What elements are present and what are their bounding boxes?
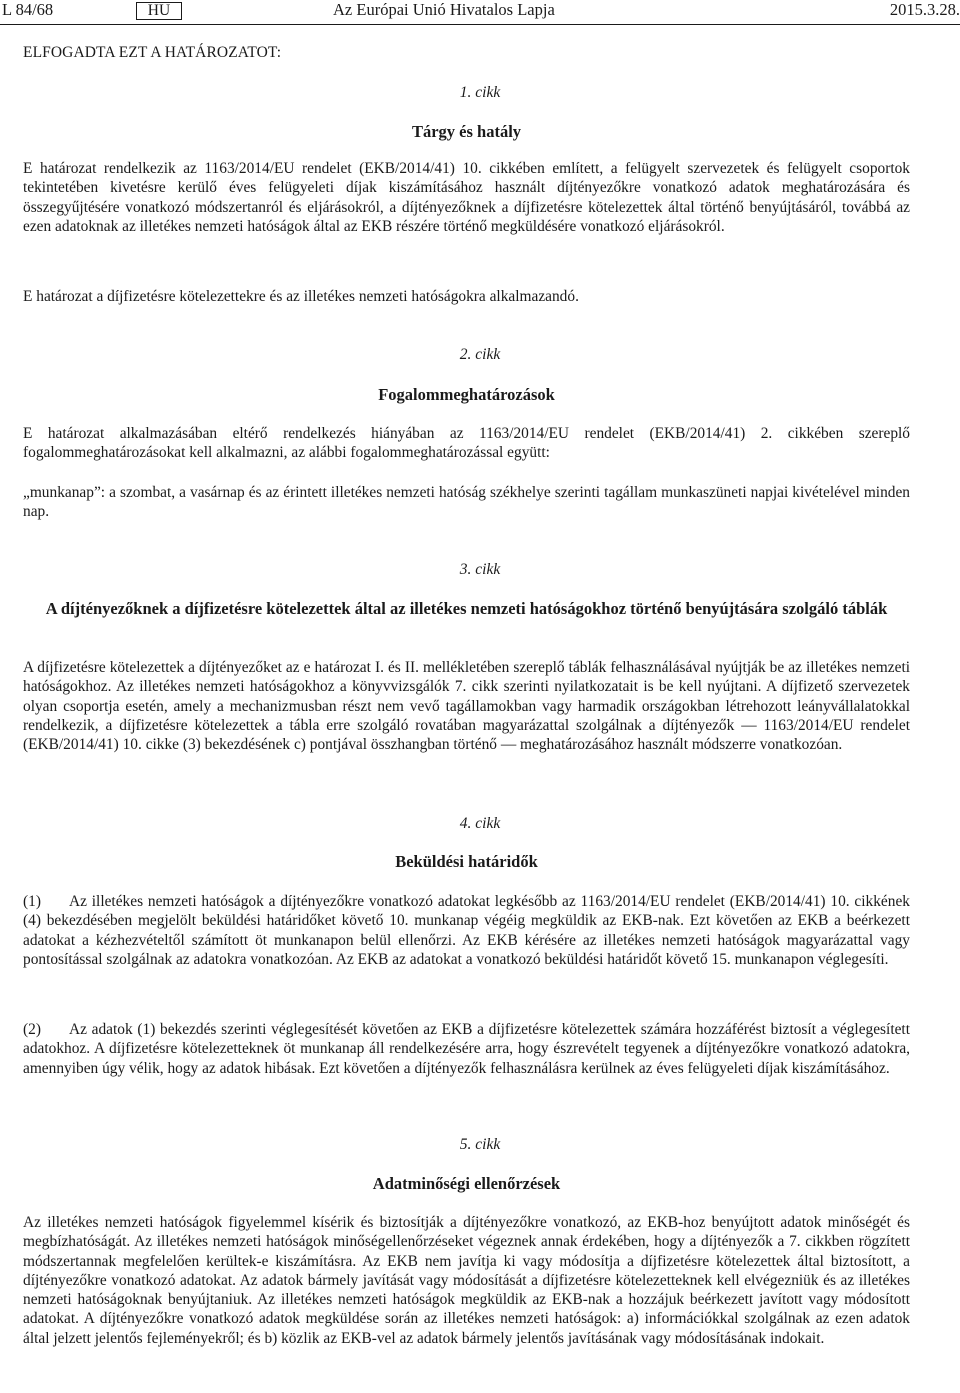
article-2-title: Fogalommeghatározások (378, 385, 555, 404)
article-1-paragraph-1: E határozat rendelkezik az 1163/2014/EU rendelet (EKB/2014/41) 10. cikkében említett, a felügyelt szervezetek és felügyelt csoportok tekintetében kivetésre kerülő éves felügyeleti díjak kiszámításához használt díjtényezőkre vonatkozó adatok meghatározására és összegyűjtésére vonatkozó módszertanról és eljárásokról, a díjtényezőknek a díjfizetésre kötelezettek által történő benyújtásáról, továbbá az ezen adatoknak az illetékes nemzeti hatóságok által az EKB részére történő megküldésére vonatkozó eljárásokról. (23, 160, 910, 235)
article-2-number: 2. cikk (459, 346, 501, 363)
article-1-paragraph-2: E határozat a díjfizetésre kötelezettekre és az illetékes nemzeti hatóságokra alkalmazandó. (23, 288, 579, 305)
paragraph-number: (1) (23, 893, 41, 910)
language-code-box: HU (136, 2, 182, 20)
paragraph-number: (2) (23, 1021, 41, 1038)
article-2-paragraph-1: E határozat alkalmazásában eltérő rendelkezés hiányában az 1163/2014/EU rendelet (EKB/2014/41) 2. cikkében szereplő fogalommeghatározásokat kell alkalmazni, az alábbi fogalommeghatározással együtt: (23, 425, 910, 462)
page-number: L 84/68 (2, 0, 54, 19)
paragraph-text: Az illetékes nemzeti hatóságok a díjtényezőkre vonatkozó adatokat legkésőbb az 1163/2014/EU rendelet (EKB/2014/41) 10. cikkének (4) bekezdésében megjelölt beküldési határidőket követő 10. munkanap végéig megküldik az EKB-nak. Ezt követően az EKB a beérkezett adatokat a kézhezvételtől számított öt munkanapon belül ellenőrzi. Az EKB kérésére az illetékes nemzeti hatóságok magyarázattal vagy pontosítással szolgálnak az adatokra vonatkozóan. Az EKB az adatokat a vonatkozó beküldési határidőt követő 15. munkanapon véglegesíti. (23, 893, 910, 968)
journal-title: Az Európai Unió Hivatalos Lapja (333, 0, 555, 19)
article-2-definition: „munkanap”: a szombat, a vasárnap és az érintett illetékes nemzeti hatóság székhelye szerinti tagállam munkaszüneti napjai kivételével minden nap. (23, 484, 910, 521)
article-4-title: Beküldési határidők (395, 852, 538, 871)
article-1-title: Tárgy és hatály (411, 122, 522, 141)
article-3-title: A díjtényezőknek a díjfizetésre kötelezettek által az illetékes nemzeti hatóságokhoz történő benyújtására szolgáló táblák (45, 599, 888, 618)
adoption-statement: ELFOGADTA EZT A HATÁROZATOT: (23, 44, 282, 61)
article-1-number: 1. cikk (459, 84, 501, 101)
article-4-paragraph-1 (23, 892, 910, 969)
publication-date: 2015.3.28. (889, 0, 960, 19)
article-3-paragraph-1: A díjfizetésre kötelezettek a díjtényezőket az e határozat I. és II. mellékletében szereplő táblák felhasználásával nyújtják be az illetékes nemzeti hatóságokhoz. Az illetékes nemzeti hatóságokhoz a könyvvizsgálók 7. cikk szerinti nyilatkozatait is be kell nyújtani. A díjfizető szervezetek olyan csoportja esetén, amely a mechanizmusban részt nem vevő tagállamokban vagy harmadik országokban létrehozott leányvállalatokkal rendelkezik, a díjfizetésre kötelezettek a tábla erre szolgáló rovatában magyarázattal szolgálnak a díjtényezők — 1163/2014/EU rendelet (EKB/2014/41) 10. cikke (3) bekezdésének c) pontjával összhangban történő — meghatározásához használt módszerre vonatkozóan. (23, 659, 910, 754)
article-3-number: 3. cikk (459, 561, 501, 578)
article-5-paragraph-1: Az illetékes nemzeti hatóságok figyelemmel kísérik és biztosítják a díjtényezőkre vonatkozó, az EKB-hoz benyújtott adatok minőségét és megbízhatóságát. Az illetékes nemzeti hatóságok minőségellenőrzéseket végeznek annak érdekében, hogy a díjtényezők a 7. cikkben rögzített módszertannak megfelelően kerültek-e kiszámításra. Az EKB nem javítja ki vagy módosítja a díjfizetésre kötelezettek által biztosított, a díjtényezőkre vonatkozó adatokat. Az adatok bármely javítását vagy módosítását a díjfizetésre kötelezetteknek kell elvégezniük és az illetékes nemzeti hatóságoknak benyújtaniuk. Az illetékes nemzeti hatóságok megküldik az EKB-nak a hozzájuk beérkezett javított vagy módosított adatokat. A díjtényezőkre vonatkozó adatok megküldése során az illetékes nemzeti hatóságok: a) információkkal szolgálnak az ezen adatok által jelzett jelentős fejleményekről; és b) közlik az EKB-vel az adatok bármely jelentős javításának vagy módosításának indokait. (23, 1214, 910, 1347)
article-5-number: 5. cikk (459, 1136, 501, 1153)
article-4-number: 4. cikk (459, 815, 501, 832)
paragraph-text: Az adatok (1) bekezdés szerinti véglegesítését követően az EKB a díjfizetésre kötelezettek számára hozzáférést biztosít a véglegesített adatokhoz. A díjfizetésre kötelezetteknek öt munkanap áll rendelkezésére arra, hogy észrevételt tegyenek a díjtényezőkre vonatkozó adatokra, amennyiben úgy vélik, hogy az adatok hibásak. Ezt követően a díjtényezők felhasználásra kerülnek az éves felügyeleti díjak kiszámításához. (23, 1021, 910, 1077)
header-rule (0, 24, 960, 25)
article-4-paragraph-2 (23, 1020, 910, 1078)
article-5-title: Adatminőségi ellenőrzések (372, 1174, 561, 1193)
